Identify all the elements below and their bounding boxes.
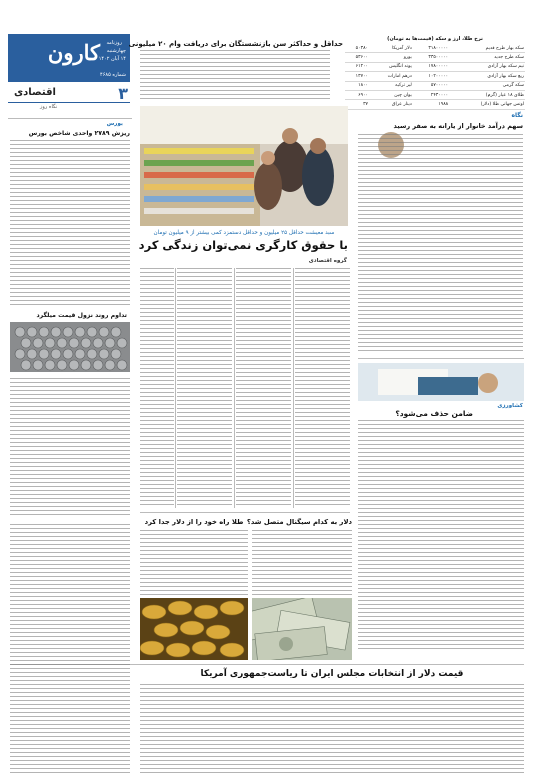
- rate-value: ۶۹۰۰: [345, 90, 369, 99]
- gold-dollar-text: [140, 530, 248, 595]
- top-story-text: [140, 50, 330, 100]
- rates-row: [345, 81, 525, 90]
- rate-value: ۲۴۳۰۰۰۰: [413, 90, 449, 99]
- rate-label: ربع سکه بهار آزادی: [449, 72, 525, 81]
- agri-headline: ضامن حذف می‌شود؟: [395, 409, 473, 418]
- rate-value: ۱۳۷۰۰: [345, 72, 369, 81]
- rate-value: ۳۳۵۰۰۰۰۰: [413, 53, 449, 62]
- tag-label: نگاه روز: [40, 104, 58, 110]
- section-number: ۳: [118, 84, 128, 103]
- left-bottom-text: [10, 524, 130, 774]
- rate-value: ۶۱۲۰۰: [345, 62, 369, 71]
- rate-value: ۳۱۸۰۰۰۰۰: [413, 44, 449, 53]
- logo-subtitle: روزنامه: [106, 40, 122, 46]
- main-text-col: [295, 268, 350, 508]
- rate-label: اونس جهانی طلا (دلار): [449, 100, 525, 109]
- section-title: اقتصادی: [14, 87, 56, 98]
- agri-text: [358, 420, 524, 650]
- rate-label: لیر ترکیه: [369, 81, 413, 90]
- agri-photo: [358, 363, 524, 401]
- rates-table: [345, 36, 525, 110]
- rate-label: سکه بهار طرح قدیم: [449, 44, 525, 53]
- masthead: [8, 34, 130, 82]
- rate-label: سکه گرمی: [449, 81, 525, 90]
- commentary-headline: سهم درآمد خانوار از یارانه به صفر رسید: [393, 122, 523, 130]
- main-text-col: [236, 268, 291, 508]
- rule: [358, 358, 524, 359]
- rate-value: ۱۰۲۰۰۰۰۰: [413, 72, 449, 81]
- masthead-issue: شماره ۴۶۸۵: [100, 72, 126, 78]
- rate-value: ۱۹۸۸: [413, 100, 449, 109]
- rebar-text: [10, 378, 130, 518]
- commentary-text: [358, 134, 523, 354]
- rate-label: یوان چین: [369, 90, 413, 99]
- rule: [8, 118, 132, 119]
- rate-label: یورو: [369, 53, 413, 62]
- masthead-date: ۱۴ آبان ۱۴۰۲: [98, 56, 126, 62]
- dollar-signal-text: [252, 530, 352, 595]
- rates-header: نرخ طلا، ارز و سکه (قیمت‌ها به تومان): [387, 36, 483, 42]
- main-text-col: [140, 268, 174, 508]
- rule: [175, 268, 176, 508]
- agri-kicker: کشاورزی: [497, 403, 523, 409]
- commentary-kicker: نگاه: [511, 112, 523, 119]
- gold-dollar-headline: طلا راه خود را از دلار جدا کرد: [144, 518, 244, 526]
- bourse-text: [10, 140, 130, 305]
- rate-label: درهم امارات: [369, 72, 413, 81]
- rates-row: [345, 62, 525, 71]
- rule: [293, 268, 294, 508]
- bourse-kicker: بورس: [106, 121, 123, 127]
- rate-label: سکه طرح جدید: [449, 53, 525, 62]
- bottom-text: [140, 684, 524, 774]
- rebar-photo: [10, 322, 130, 372]
- gold-photo: [140, 598, 248, 660]
- bourse-headline: ریزش ۲۷۸۹ واحدی شاخص بورس: [28, 130, 130, 137]
- rule: [234, 268, 235, 508]
- rate-value: ۵۰۳۸۰: [345, 44, 369, 53]
- rate-value: ۵۳۶۰۰: [345, 53, 369, 62]
- rate-value: ۳۷: [345, 100, 369, 109]
- rates-row: [345, 44, 525, 53]
- rule: [140, 512, 350, 513]
- rates-row: [345, 90, 525, 99]
- main-photo: [140, 106, 348, 226]
- rates-row: [345, 72, 525, 81]
- main-headline: با حقوق کارگری نمی‌توان زندگی کرد: [138, 238, 348, 252]
- dollar-signal-headline: دلار به کدام سیگنال متصل شد؟: [246, 518, 352, 526]
- masthead-weekday: چهارشنبه: [106, 48, 126, 54]
- rates-row: [345, 100, 525, 109]
- rate-value: ۵۷۰۰۰۰۰: [413, 81, 449, 90]
- rate-label: پوند انگلیس: [369, 62, 413, 71]
- rate-label: دینار عراق: [369, 100, 413, 109]
- main-kicker: سبد معیشت حداقل ۲۵ میلیون و حداقل دستمزد کمی بیشتر از ۹ میلیون تومان: [153, 230, 335, 236]
- rates-grid: [345, 44, 525, 110]
- main-byline: گروه اقتصادی: [308, 258, 347, 264]
- logo-text: کارون: [47, 40, 100, 65]
- rate-value: ۱۸۰۰: [345, 81, 369, 90]
- rates-row: [345, 53, 525, 62]
- dollars-photo: [252, 598, 352, 660]
- rate-label: دلار آمریکا: [369, 44, 413, 53]
- rate-label: طلای ۱۸ عیار (گرم): [449, 90, 525, 99]
- bottom-headline: قیمت دلار از انتخابات مجلس ایران تا ریاست‌جمهوری آمریکا: [200, 669, 464, 679]
- top-headline: حداقل و حداکثر سن بازنشستگان برای دریافت وام ۲۰ میلیونی: [128, 40, 343, 48]
- rate-label: نیم سکه بهار آزادی: [449, 62, 525, 71]
- rebar-headline: تداوم روند نزول قیمت میلگرد: [36, 312, 127, 319]
- main-text-col: [177, 268, 232, 508]
- section-bar: [8, 82, 130, 103]
- rate-value: ۱۷۸۰۰۰۰۰: [413, 62, 449, 71]
